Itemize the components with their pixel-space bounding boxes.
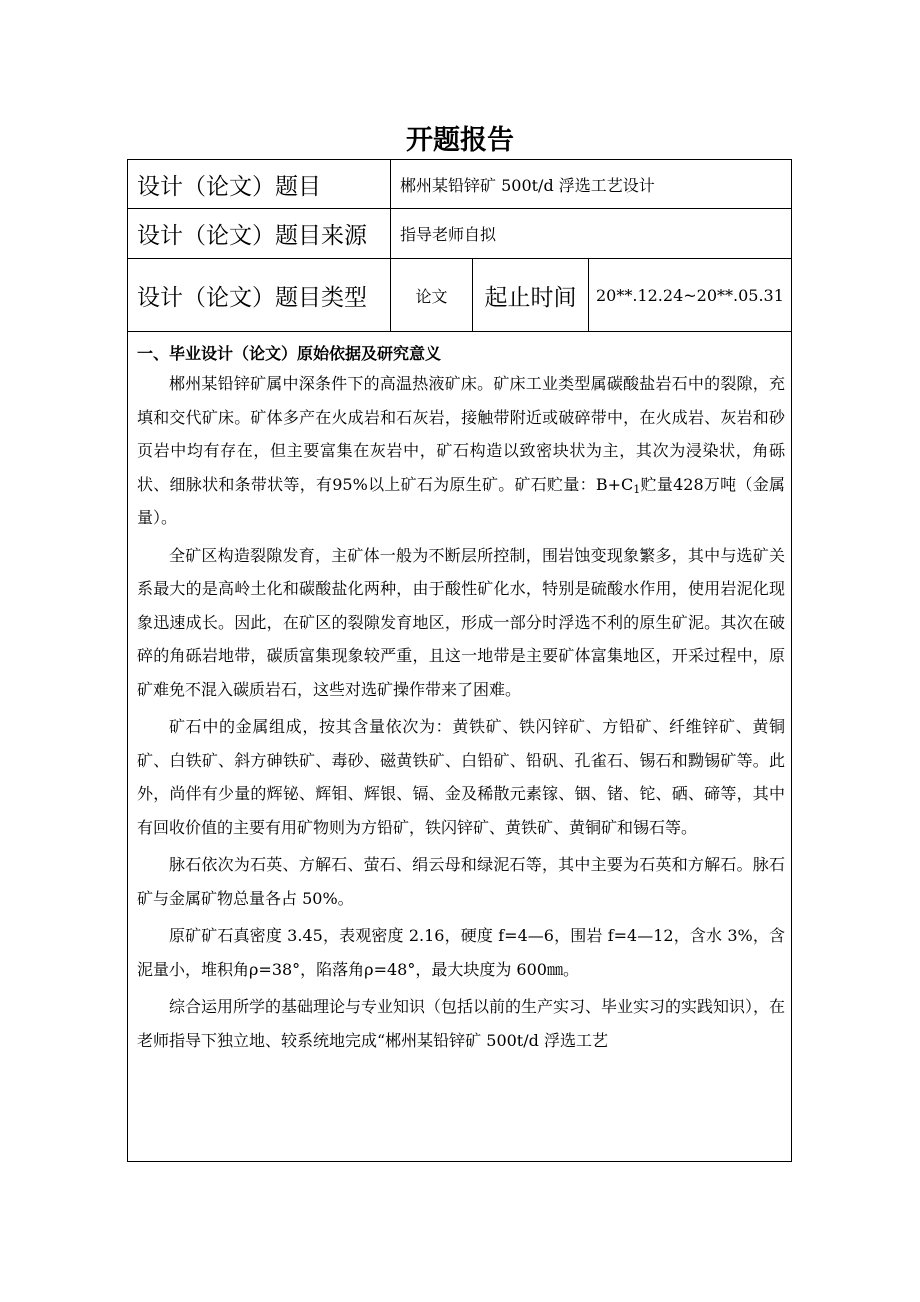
paragraph: 脉石依次为石英、方解石、萤石、绢云母和绿泥石等，其中主要为石英和方解石。脉石矿与金属矿物总量各占 50%。 (137, 855, 785, 908)
type-value: 论文 (415, 286, 448, 306)
paragraph: 综合运用所学的基础理论与专业知识（包括以前的生产实习、毕业实习的实践知识），在老师指导下独立地、较系统地完成“郴州某铅锌矿 500t/d 浮选工艺 (137, 997, 786, 1050)
paragraph-text: 郴州某铅锌矿属中深条件下的高温热液矿床。矿床工业类型属碳酸盐岩石中的裂隙，充填和交代矿床。矿体多产在火成岩和石灰岩，接触带附近或破碎带中，在火成岩、灰岩和砂页岩中均有存在，但主要富集在灰岩中，矿石构造以致密块状为主，其次为浸染状，角砾状、细脉状和条带状等，有95%以上矿石为原生矿。矿石贮量：B+C (137, 374, 785, 494)
type-label: 设计（论文）题目类型 (137, 284, 367, 311)
document-title: 开题报告 (406, 125, 514, 156)
row-divider (127, 331, 792, 332)
source-value: 指导老师自拟 (400, 225, 497, 244)
subscript-text: 1 (633, 482, 641, 496)
topic-label: 设计（论文）题目 (137, 173, 321, 200)
paragraph-text: 贮量428万吨（金属量）。 (137, 474, 785, 527)
column-divider (588, 258, 589, 331)
paragraph: 原矿矿石真密度 3.45，表观密度 2.16，硬度 f=4—6，围岩 f=4—12，含水 3%，含泥量小，堆积角ρ=38°，陷落角ρ=48°，最大块度为 600㎜。 (137, 926, 785, 979)
period-value: 20**.12.24~20**.05.31 (596, 285, 784, 305)
paragraph: 全矿区构造裂隙发育，主矿体一般为不断层所控制，围岩蚀变现象繁多，其中与选矿关系最大的是高岭土化和碳酸盐化两种，由于酸性矿化水，特别是硫酸水作用，使用岩泥化现象迅速成长。因此，在矿区的裂隙发育地区，形成一部分时浮选不利的原生矿泥。其次在破碎的角砾岩地带，碳质富集现象较严重，且这一地带是主要矿体富集地区，开采过程中，原矿难免不混入碳质岩石，这些对选矿操作带来了困难。 (137, 545, 785, 699)
section-body (137, 367, 785, 1057)
period-label: 起止时间 (484, 284, 577, 311)
source-label: 设计（论文）题目来源 (137, 223, 367, 249)
topic-value: 郴州某铅锌矿 500t/d 浮选工艺设计 (400, 175, 655, 195)
section-heading: 一、毕业设计（论文）原始依据及研究意义 (137, 344, 442, 363)
paragraph: 矿石中的金属组成，按其含量依次为：黄铁矿、铁闪锌矿、方铅矿、纤维锌矿、黄铜矿、白铁矿、斜方砷铁矿、毒砂、磁黄铁矿、白铅矿、铅矾、孔雀石、锡石和黝锡矿等。此外，尚伴有少量的辉铋、辉钼、辉银、镉、金及稀散元素镓、铟、锗、铊、硒、碲等，其中有回收价值的主要有用矿物则为方铅矿，铁闪锌矿、黄铁矿、黄铜矿和锡石等。 (137, 717, 785, 837)
paragraph (137, 367, 785, 535)
